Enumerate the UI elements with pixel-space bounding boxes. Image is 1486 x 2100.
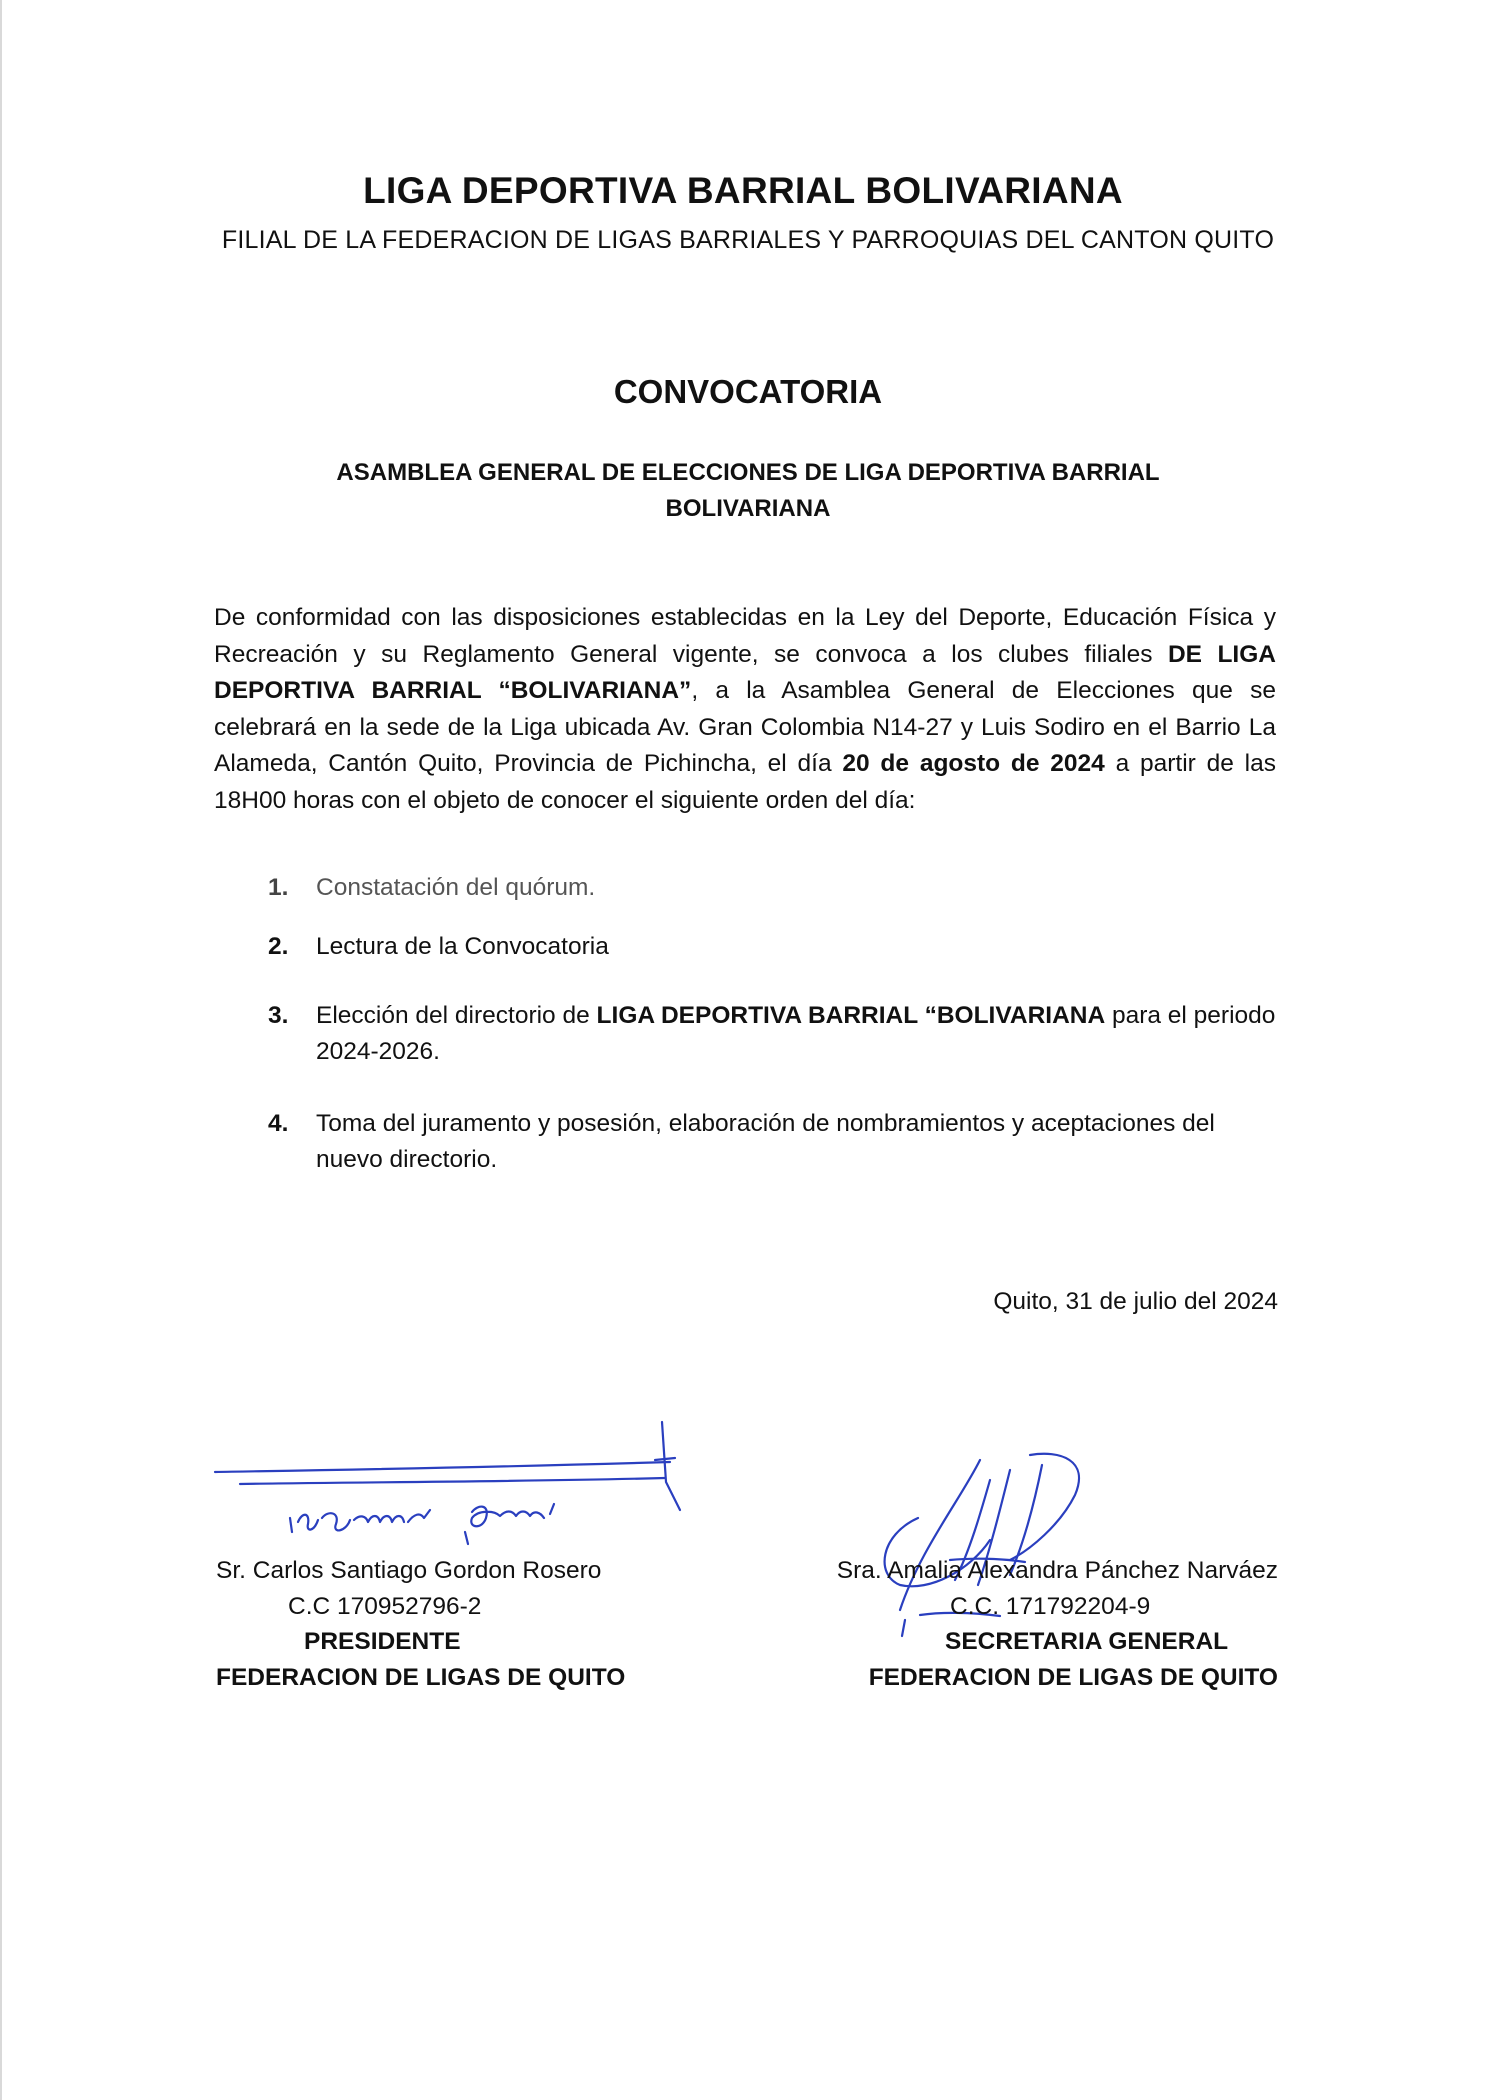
agenda-item [214,870,1276,906]
left-signatory [216,1553,656,1695]
agenda-item-text-post: para el periodo 2024-2026. [316,1002,1276,1065]
agenda-item-number: 3. [268,1002,289,1029]
agenda-item-text: Toma del juramento y posesión, elaboración de nombramientos y aceptaciones del nuevo directorio. [316,1110,1215,1173]
left-signatory-name: Sr. Carlos Santiago Gordon Rosero [216,1557,602,1584]
paragraph-part-2: , a la Asamblea General de Elecciones que se celebrará en la sede de la Liga ubicada Av. Gran Colombia N14-27 y Luis Sodiro en el Barrio La Alameda, Cantón Quito, Provincia de Pichincha, el día [214,677,1276,777]
agenda-item-text: Constatación del quórum. [316,874,596,901]
paragraph-bold-date: 20 de agosto de 2024 [842,750,1105,777]
scan-edge [0,0,2,2100]
document-heading: CONVOCATORIA [613,373,883,410]
right-signatory-id: C.C. 171792204-9 [950,1592,1151,1620]
org-subtitle: FILIAL DE LA FEDERACION DE LIGAS BARRIALES Y PARROQUIAS DEL CANTON QUITO [221,226,1275,254]
right-signatory [790,1553,1278,1695]
agenda-item-text-bold: LIGA DEPORTIVA BARRIAL “BOLIVARIANA [596,1002,1106,1029]
right-signatory-name: Sra. Amalia Alexandra Pánchez Narváez [836,1557,1278,1584]
left-signatory-org: FEDERACION DE LIGAS DE QUITO [216,1663,626,1691]
right-signatory-role: SECRETARIA GENERAL [945,1628,1229,1655]
agenda-item-number: 1. [268,874,289,901]
agenda-item [214,1106,1276,1178]
agenda-item-text-pre: Elección del directorio de [316,1002,597,1029]
agenda-item [214,998,1276,1070]
assembly-title [300,455,1196,527]
assembly-title-line-1: ASAMBLEA GENERAL DE ELECCIONES DE LIGA DEPORTIVA BARRIAL [336,459,1160,486]
paragraph-part-3: a partir de las 18H00 horas con el objeto de conocer el siguiente orden del día: [214,750,1276,814]
agenda-item-number: 4. [268,1110,289,1137]
agenda-item [214,929,1276,965]
right-signatory-org: FEDERACION DE LIGAS DE QUITO [868,1663,1278,1691]
assembly-title-line-2: BOLIVARIANA [665,495,831,522]
left-signature [210,1400,700,1550]
left-signatory-role: PRESIDENTE [304,1628,461,1655]
paragraph-bold-league: DE LIGA DEPORTIVA BARRIAL “BOLIVARIANA” [214,640,1276,704]
org-title: LIGA DEPORTIVA BARRIAL BOLIVARIANA [363,170,1123,211]
left-signatory-id: C.C 170952796-2 [288,1592,482,1620]
agenda-item-text [316,998,1276,1070]
agenda-item-number: 2. [268,933,289,960]
date-line: Quito, 31 de julio del 2024 [993,1288,1278,1315]
agenda-item-text: Lectura de la Convocatoria [316,933,609,960]
paragraph-part-1: De conformidad con las disposiciones establecidas en la Ley del Deporte, Educación Física y Recreación y su Reglamento General vigente, se convoca a los clubes filiales [214,604,1276,668]
convocation-paragraph [214,600,1276,819]
